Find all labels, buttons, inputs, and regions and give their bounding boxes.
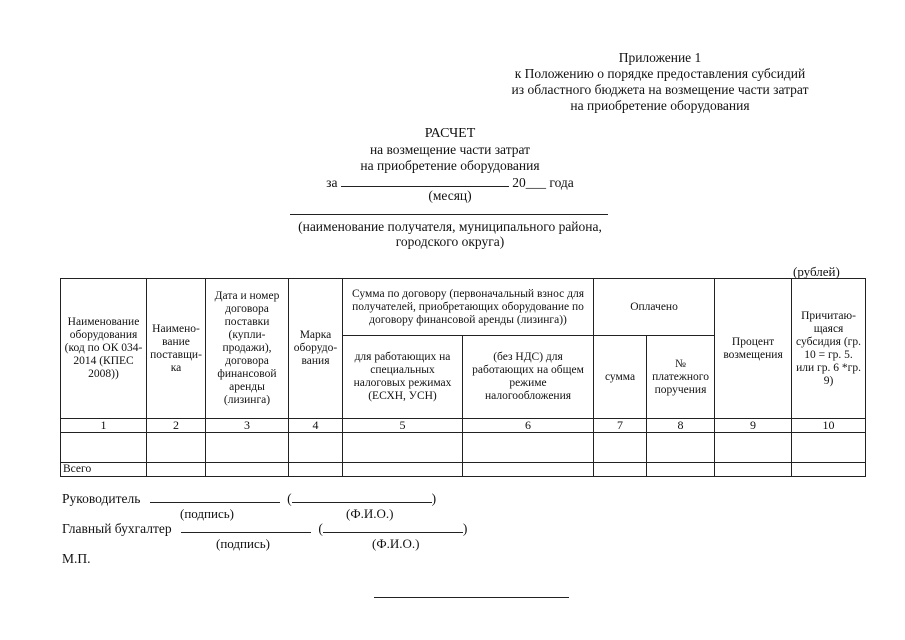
table-cell[interactable] <box>61 433 147 463</box>
period-year: 20___ <box>512 175 546 190</box>
column-number: 5 <box>343 419 463 433</box>
bottom-divider <box>374 597 569 598</box>
title-line-1: на возмещение части затрат <box>369 142 531 157</box>
document-title: РАСЧЕТ <box>424 126 476 141</box>
table-cell[interactable] <box>647 433 715 463</box>
chief-signature-row: Главный бухгалтер ( ) <box>62 521 468 536</box>
appendix-line-1: Приложение 1 <box>618 50 702 65</box>
column-number: 7 <box>594 419 647 433</box>
appendix-line-2: к Положению о порядке предоставления субсидий <box>514 66 806 81</box>
table-cell[interactable] <box>343 433 463 463</box>
head-name-field[interactable] <box>292 490 432 503</box>
column-number: 10 <box>792 419 866 433</box>
chief-name-hint: (Ф.И.О.) <box>372 536 420 551</box>
total-label: Всего <box>61 463 147 477</box>
month-hint: (месяц) <box>428 188 472 203</box>
total-row <box>61 463 866 477</box>
period-prefix: за <box>326 175 338 190</box>
period-suffix: года <box>549 175 574 190</box>
table-cell[interactable] <box>206 463 289 477</box>
header-special-tax: для работающих на специальных налоговых режимах (ЕСХН, УСН) <box>343 336 463 419</box>
head-label: Руководитель <box>62 491 141 506</box>
head-signature-field[interactable] <box>150 490 280 503</box>
table-cell[interactable] <box>594 463 647 477</box>
table-cell[interactable] <box>206 433 289 463</box>
chief-signature-field[interactable] <box>181 520 311 533</box>
chief-sign-hint: (подпись) <box>216 536 270 551</box>
table-cell[interactable] <box>792 463 866 477</box>
month-field[interactable] <box>341 174 509 187</box>
table-cell[interactable] <box>343 463 463 477</box>
table-cell[interactable] <box>715 433 792 463</box>
table-cell[interactable] <box>463 433 594 463</box>
table-cell[interactable] <box>147 463 206 477</box>
header-equipment-name: Наименование оборудования (код по ОК 034-2014 (КПЕС 2008)) <box>61 279 147 419</box>
header-paid-sum: сумма <box>594 336 647 419</box>
units-label: (рублей) <box>793 264 840 279</box>
chief-accountant-label: Главный бухгалтер <box>62 521 172 536</box>
header-supplier: Наимено-вание поставщи-ка <box>147 279 206 419</box>
recipient-field[interactable] <box>290 214 608 215</box>
header-brand: Марка оборудо-вания <box>289 279 343 419</box>
header-payment-order: № платежного поручения <box>647 336 715 419</box>
column-number: 8 <box>647 419 715 433</box>
chief-name-field[interactable] <box>323 520 463 533</box>
table-cell[interactable] <box>647 463 715 477</box>
table-cell[interactable] <box>594 433 647 463</box>
title-line-2: на приобретение оборудования <box>360 158 540 173</box>
column-number: 2 <box>147 419 206 433</box>
header-paid: Оплачено <box>594 279 715 336</box>
column-number: 3 <box>206 419 289 433</box>
header-general-tax: (без НДС) для работающих на общем режиме налогообложения <box>463 336 594 419</box>
column-numbers-row <box>61 419 866 433</box>
table-cell[interactable] <box>792 433 866 463</box>
calculation-table <box>60 278 866 477</box>
table-cell[interactable] <box>289 433 343 463</box>
header-contract: Дата и номер договора поставки (купли-продажи), договора финансовой аренды (лизинга) <box>206 279 289 419</box>
table-cell[interactable] <box>289 463 343 477</box>
recipient-hint-2: городского округа) <box>395 234 505 249</box>
column-number: 9 <box>715 419 792 433</box>
table-cell[interactable] <box>715 463 792 477</box>
column-number: 6 <box>463 419 594 433</box>
table-cell[interactable] <box>463 463 594 477</box>
table-cell[interactable] <box>147 433 206 463</box>
head-name-hint: (Ф.И.О.) <box>346 506 394 521</box>
seal-label: М.П. <box>62 551 91 566</box>
head-signature-row: Руководитель ( ) <box>62 491 437 506</box>
table-row <box>61 433 866 463</box>
column-number: 1 <box>61 419 147 433</box>
header-contract-sum: Сумма по договору (первоначальный взнос для получателей, приобретающих оборудование по договору финансовой аренды (лизинга)) <box>343 279 594 336</box>
recipient-hint-1: (наименование получателя, муниципального района, <box>298 219 602 234</box>
header-subsidy: Причитаю-щаяся субсидия (гр. 10 = гр. 5. или гр. 6 *гр. 9) <box>792 279 866 419</box>
column-number: 4 <box>289 419 343 433</box>
head-sign-hint: (подпись) <box>180 506 234 521</box>
appendix-line-3: из областного бюджета на возмещение части затрат <box>511 82 809 97</box>
appendix-header <box>500 50 820 114</box>
header-percent: Процент возмещения <box>715 279 792 419</box>
appendix-line-4: на приобретение оборудования <box>570 98 750 113</box>
